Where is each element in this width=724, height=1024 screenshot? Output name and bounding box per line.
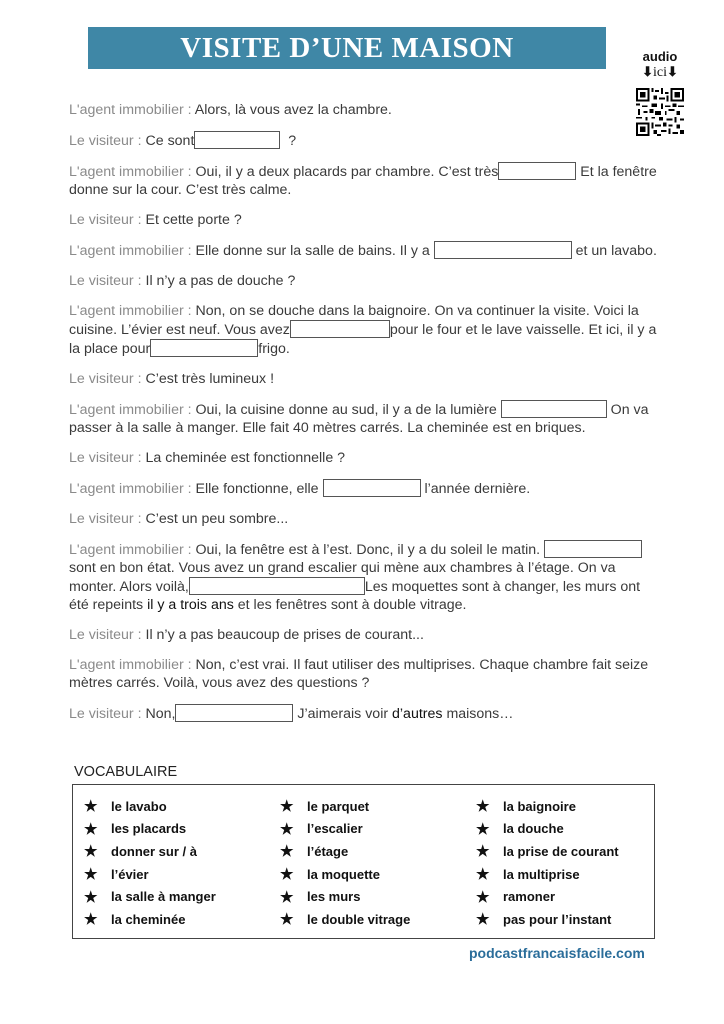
line-text: Il n’y a pas beaucoup de prises de courant... [145, 627, 424, 643]
vocabulary-item [84, 795, 216, 818]
vocabulary-term: la moquette [307, 866, 380, 882]
speaker-label: Le visiteur : [69, 627, 146, 643]
fill-in-blank[interactable] [290, 320, 390, 338]
star-icon: ★ [280, 820, 294, 838]
vocabulary-item [476, 795, 619, 818]
ici-label: ici [653, 65, 667, 80]
line-text: C’est un peu sombre... [145, 511, 289, 527]
line-text: Et cette porte ? [145, 212, 242, 228]
dialogue-line [69, 302, 659, 358]
star-icon: ★ [84, 866, 98, 884]
fill-in-blank[interactable] [434, 241, 572, 259]
speaker-label: Le visiteur : [69, 450, 146, 466]
vocabulary-term: les murs [307, 889, 361, 905]
dialogue-line [69, 540, 659, 614]
line-text-emphasis: d’autres [392, 706, 443, 722]
title-banner [88, 27, 606, 69]
vocabulary-item [280, 885, 410, 908]
line-text: Alors, là vous avez la chambre. [194, 102, 392, 118]
line-text: maisons… [442, 706, 514, 722]
vocabulary-title: VOCABULAIRE [74, 764, 178, 780]
star-icon: ★ [280, 888, 294, 906]
audio-ici-link[interactable] [632, 64, 688, 80]
vocabulary-item [280, 818, 410, 841]
line-text: pour le four et le lave vaisselle. Et ici, il y a la place pour [69, 322, 657, 357]
vocabulary-column [280, 795, 410, 931]
vocabulary-item [476, 863, 619, 886]
vocabulary-term: ramoner [503, 889, 556, 905]
dialogue-line [69, 162, 659, 199]
fill-in-blank[interactable] [323, 479, 421, 497]
vocabulary-item [84, 818, 216, 841]
dialogue-line [69, 510, 659, 528]
line-text: On va passer à la salle à manger. Elle fait 40 mètres carrés. La cheminée est en briques. [69, 402, 649, 436]
vocabulary-item [84, 840, 216, 863]
vocabulary-term: la multiprise [503, 866, 580, 882]
line-text: Les moquettes sont à changer, les murs ont été repeints [69, 579, 641, 613]
star-icon: ★ [84, 798, 98, 816]
vocabulary-term: pas pour l’instant [503, 911, 612, 927]
star-icon: ★ [476, 843, 490, 861]
vocabulary-term: le parquet [307, 798, 370, 814]
star-icon: ★ [280, 843, 294, 861]
star-icon: ★ [280, 911, 294, 929]
line-text: Ce sont [145, 133, 195, 149]
vocabulary-term: la salle à manger [111, 889, 216, 905]
speaker-label: L'agent immobilier : [69, 542, 196, 558]
line-text: Oui, il y a deux placards par chambre. C’est très [195, 164, 499, 180]
line-text: La cheminée est fonctionnelle ? [145, 450, 346, 466]
line-text: ? [288, 133, 297, 149]
star-icon: ★ [476, 866, 490, 884]
fill-in-blank[interactable] [175, 704, 293, 722]
vocabulary-item [280, 795, 410, 818]
speaker-label: L'agent immobilier : [69, 402, 196, 418]
fill-in-blank[interactable] [150, 339, 258, 357]
dialogue-line [69, 704, 659, 723]
line-text-emphasis: il y a trois ans [147, 597, 234, 613]
vocabulary-item [476, 818, 619, 841]
dialogue [69, 101, 659, 735]
vocabulary-term: la cheminée [111, 911, 186, 927]
fill-in-blank[interactable] [544, 540, 642, 558]
line-text: Il n’y a pas de douche ? [145, 273, 296, 289]
speaker-label: L'agent immobilier : [69, 657, 196, 673]
line-text: J’aimerais voir [293, 706, 393, 722]
speaker-label: Le visiteur : [69, 273, 146, 289]
footer-link[interactable]: podcastfrancaisfacile.com [469, 945, 645, 961]
line-text: Elle donne sur la salle de bains. Il y a [195, 243, 430, 259]
line-text: Oui, la fenêtre est à l’est. Donc, il y a du soleil le matin. [195, 542, 541, 558]
fill-in-blank[interactable] [194, 131, 280, 149]
line-text: frigo. [258, 341, 290, 357]
speaker-label: L'agent immobilier : [69, 481, 196, 497]
vocabulary-term: l’escalier [307, 821, 363, 837]
vocabulary-item [280, 863, 410, 886]
dialogue-line [69, 449, 659, 467]
fill-in-blank[interactable] [189, 577, 365, 595]
vocabulary-item [84, 885, 216, 908]
dialogue-line [69, 626, 659, 644]
line-text: Non, [145, 706, 176, 722]
speaker-label: L'agent immobilier : [69, 243, 196, 259]
line-text: Non, c’est vrai. Il faut utiliser des multiprises. Chaque chambre fait seize mètres carrés. Voilà, vous avez des questions ? [69, 657, 649, 691]
dialogue-line [69, 101, 659, 119]
star-icon: ★ [280, 866, 294, 884]
speaker-label: L'agent immobilier : [69, 303, 196, 319]
dialogue-line [69, 370, 659, 388]
dialogue-line [69, 211, 659, 229]
vocabulary-term: la prise de courant [503, 843, 619, 859]
line-text: Et la fenêtre donne sur la cour. C’est très calme. [69, 164, 657, 198]
speaker-label: Le visiteur : [69, 371, 146, 387]
dialogue-line [69, 656, 659, 692]
speaker-label: Le visiteur : [69, 133, 146, 149]
line-text: C’est très lumineux ! [145, 371, 275, 387]
star-icon: ★ [280, 798, 294, 816]
star-icon: ★ [84, 820, 98, 838]
star-icon: ★ [476, 820, 490, 838]
star-icon: ★ [84, 911, 98, 929]
vocabulary-item [476, 908, 619, 931]
line-text: et les fenêtres sont à double vitrage. [233, 597, 467, 613]
vocabulary-item [476, 885, 619, 908]
line-text: Non, on se douche dans la baignoire. On va continuer la visite. Voici la cuisine. L’évier est neuf. Vous avez [69, 303, 639, 338]
audio-label-block [632, 49, 688, 80]
speaker-label: L'agent immobilier : [69, 102, 195, 118]
vocabulary-term: les placards [111, 821, 187, 837]
speaker-label: L'agent immobilier : [69, 164, 196, 180]
vocabulary-term: le double vitrage [307, 911, 411, 927]
page-title: VISITE D’UNE MAISON [180, 31, 514, 64]
line-text: Elle fonctionne, elle [195, 481, 319, 497]
fill-in-blank[interactable] [501, 400, 607, 418]
vocabulary-item [84, 863, 216, 886]
vocabulary-box [72, 784, 655, 939]
vocabulary-term: le lavabo [111, 798, 167, 814]
vocabulary-column [84, 795, 216, 931]
vocabulary-column [476, 795, 619, 931]
dialogue-line [69, 400, 659, 437]
line-text: et un lavabo. [571, 243, 657, 259]
speaker-label: Le visiteur : [69, 212, 146, 228]
dialogue-line [69, 272, 659, 290]
down-arrow-icon: ⬇ [667, 64, 678, 79]
vocabulary-term: la baignoire [503, 798, 576, 814]
star-icon: ★ [84, 843, 98, 861]
vocabulary-term: l’étage [307, 843, 349, 859]
speaker-label: Le visiteur : [69, 511, 146, 527]
audio-label: audio [642, 49, 678, 64]
dialogue-line [69, 241, 659, 260]
star-icon: ★ [476, 911, 490, 929]
fill-in-blank[interactable] [498, 162, 576, 180]
vocabulary-item [476, 840, 619, 863]
dialogue-line [69, 131, 659, 150]
line-text: sont en bon état. Vous avez un grand escalier qui mène aux chambres à l’étage. On va monter. Alors voilà, [69, 560, 616, 595]
down-arrow-icon: ⬇ [642, 64, 653, 79]
star-icon: ★ [476, 798, 490, 816]
vocabulary-term: la douche [503, 821, 564, 837]
star-icon: ★ [476, 888, 490, 906]
vocabulary-term: l’évier [111, 866, 149, 882]
vocabulary-item [84, 908, 216, 931]
line-text: Oui, la cuisine donne au sud, il y a de la lumière [195, 402, 497, 418]
vocabulary-term: donner sur / à [111, 843, 197, 859]
speaker-label: Le visiteur : [69, 706, 146, 722]
dialogue-line [69, 479, 659, 498]
vocabulary-item [280, 840, 410, 863]
star-icon: ★ [84, 888, 98, 906]
vocabulary-item [280, 908, 410, 931]
line-text: l’année dernière. [424, 481, 531, 497]
